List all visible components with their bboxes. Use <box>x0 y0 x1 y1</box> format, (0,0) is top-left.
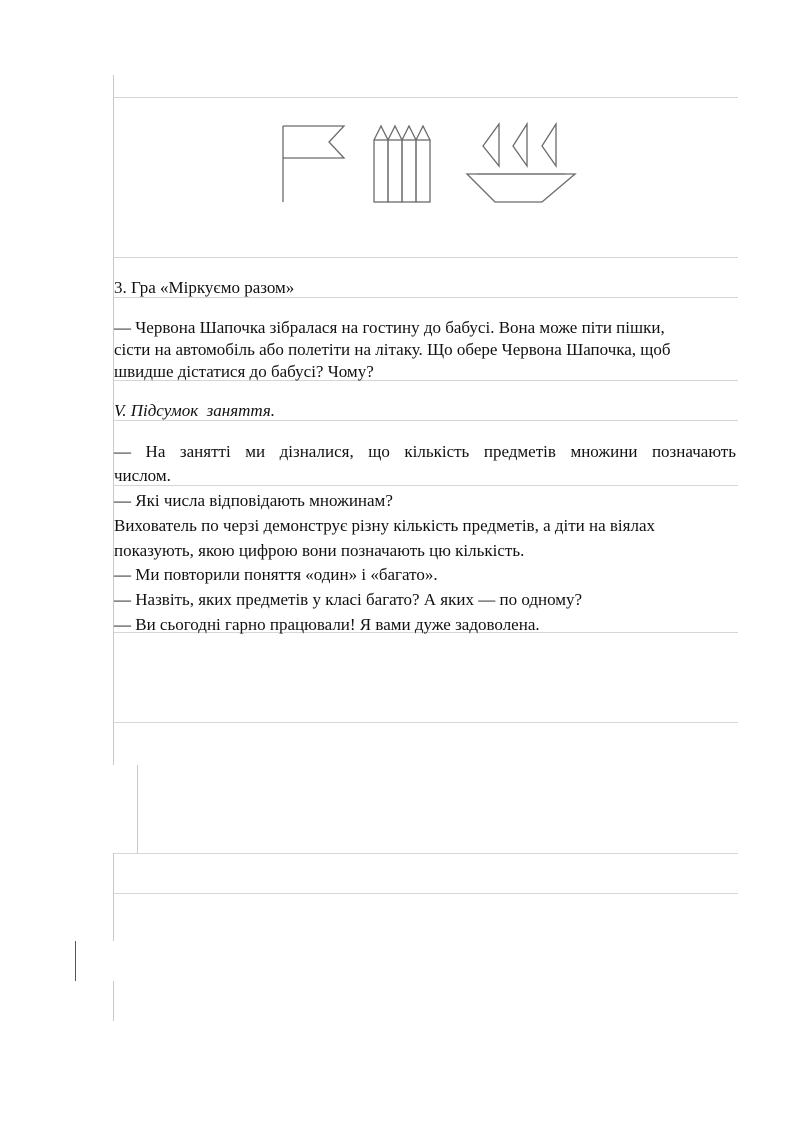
divider-line <box>114 257 738 258</box>
margin-line <box>75 941 76 981</box>
paragraph-line: швидше дістатися до бабусі? Чому? <box>114 362 374 381</box>
divider-line <box>114 97 738 98</box>
paragraph-line: — Червона Шапочка зібралася на гостину до бабусі. Вона може піти пішки, <box>114 318 665 337</box>
divider-line <box>114 853 738 854</box>
paragraph-line: — Назвіть, яких предметів у класі багато? А яких — по одному? <box>114 590 583 609</box>
boat-figure <box>467 124 575 202</box>
margin-line <box>137 765 138 853</box>
section-heading: 3. Гра «Міркуємо разом» <box>114 278 295 297</box>
paragraph-line: — Які числа відповідають множинам? <box>114 491 393 510</box>
margin-line <box>113 853 114 941</box>
paragraph-line: — Ви сьогодні гарно працювали! Я вами дуже задоволена. <box>114 615 540 634</box>
paragraph-line: — На занятті ми дізналися, що кількість предметів множини позначають <box>114 442 736 461</box>
paragraph-line: — Ми повторили поняття «один» і «багато». <box>114 565 438 584</box>
stick-figures-illustration <box>280 122 580 206</box>
section-heading: V. Підсумок заняття. <box>114 401 276 420</box>
paragraph-line: показують, якою цифрою вони позначають цю кількість. <box>114 541 525 560</box>
paragraph-line: Вихователь по черзі демонструє різну кількість предметів, а діти на віялах <box>114 516 656 535</box>
divider-line <box>114 722 738 723</box>
divider-line <box>114 893 738 894</box>
margin-line <box>113 981 114 1021</box>
fence-figure <box>374 126 430 202</box>
paragraph-line: сісти на автомобіль або полетіти на літаку. Що обере Червона Шапочка, щоб <box>114 340 671 359</box>
paragraph-line: числом. <box>114 466 171 485</box>
flag-figure <box>283 126 344 202</box>
